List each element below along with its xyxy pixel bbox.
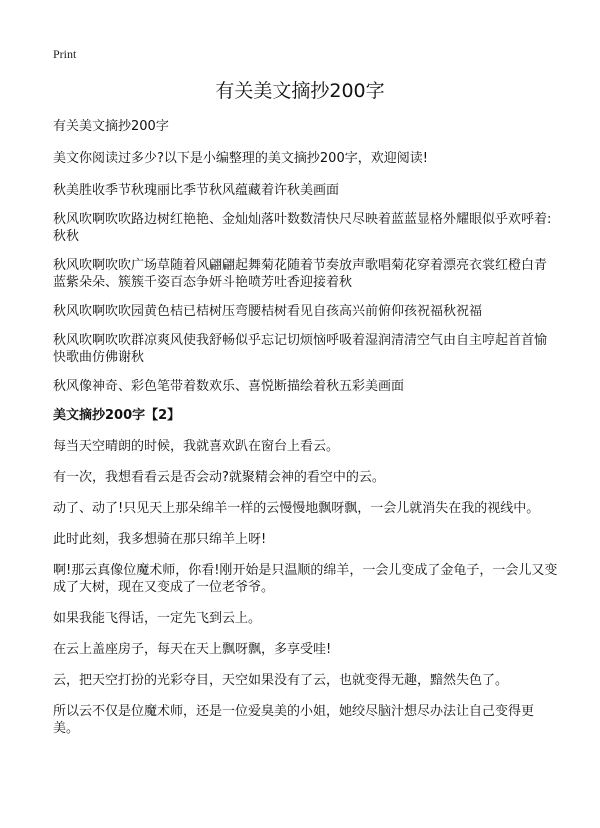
- paragraph: 秋风吹啊吹吹群凉爽风使我舒畅似乎忘记切烦恼呼吸着湿润清清空气由自主哼起首首愉快歌曲仿佛谢秋: [53, 333, 548, 365]
- paragraph: 有一次，我想看看云是否会动?就聚精会神的看空中的云。: [53, 470, 385, 485]
- paragraph: 秋风吹啊吹吹广场草随着风翩翩起舞菊花随着节奏放声歌唱菊花穿着漂亮衣裳红橙白青蓝紫朵朵、簇簇千姿百态争妍斗艳喷芳吐香迎接着秋: [53, 258, 548, 290]
- paragraph: 所以云不仅是位魔术师，还是一位爱臭美的小姐，她绞尽脑汁想尽办法让自己变得更美。: [53, 704, 535, 736]
- paragraph: 秋美胜收季节秋瑰丽比季节秋风蕴藏着许秋美画面: [53, 183, 340, 198]
- paragraph: 秋风吹啊吹吹路边树红艳艳、金灿灿落叶数数清快尺尽映着蓝蓝显格外耀眼似乎欢呼着:秋秋: [53, 212, 552, 244]
- paragraph: 在云上盖座房子，每天在天上飘呀飘，多享受哇!: [53, 642, 332, 657]
- print-link[interactable]: Print: [53, 47, 77, 61]
- paragraph: 每当天空晴朗的时候，我就喜欢趴在窗台上看云。: [53, 439, 340, 454]
- page-title: 有关美文摘抄200字: [215, 80, 385, 102]
- paragraph: 如果我能飞得话，一定先飞到云上。: [53, 611, 262, 626]
- paragraph: 啊!那云真像位魔术师，你看!刚开始是只温顺的绵羊，一会儿变成了金龟子，一会儿又变成了大树，现在又变成了一位老爷爷。: [53, 563, 558, 595]
- paragraph: 秋风吹啊吹吹园黄色桔已桔树压弯腰桔树看见自孩高兴前俯仰孩祝福秋祝福: [53, 304, 483, 319]
- paragraph: 秋风像神奇、彩色笔带着数欢乐、喜悦断描绘着秋五彩美画面: [53, 379, 405, 394]
- section-heading: 美文摘抄200字【2】: [53, 408, 181, 423]
- intro-paragraph: 美文你阅读过多少?以下是小编整理的美文摘抄200字，欢迎阅读!: [53, 151, 428, 166]
- paragraph: 此时此刻，我多想骑在那只绵羊上呀!: [53, 532, 267, 547]
- paragraph: 云，把天空打扮的光彩夺目，天空如果没有了云，也就变得无趣，黯然失色了。: [53, 673, 509, 688]
- paragraph: 动了、动了!只见天上那朵绵羊一样的云慢慢地飘呀飘，一会儿就消失在我的视线中。: [53, 501, 540, 516]
- article-body: [53, 118, 558, 737]
- article-subtitle: 有关美文摘抄200字: [53, 119, 169, 134]
